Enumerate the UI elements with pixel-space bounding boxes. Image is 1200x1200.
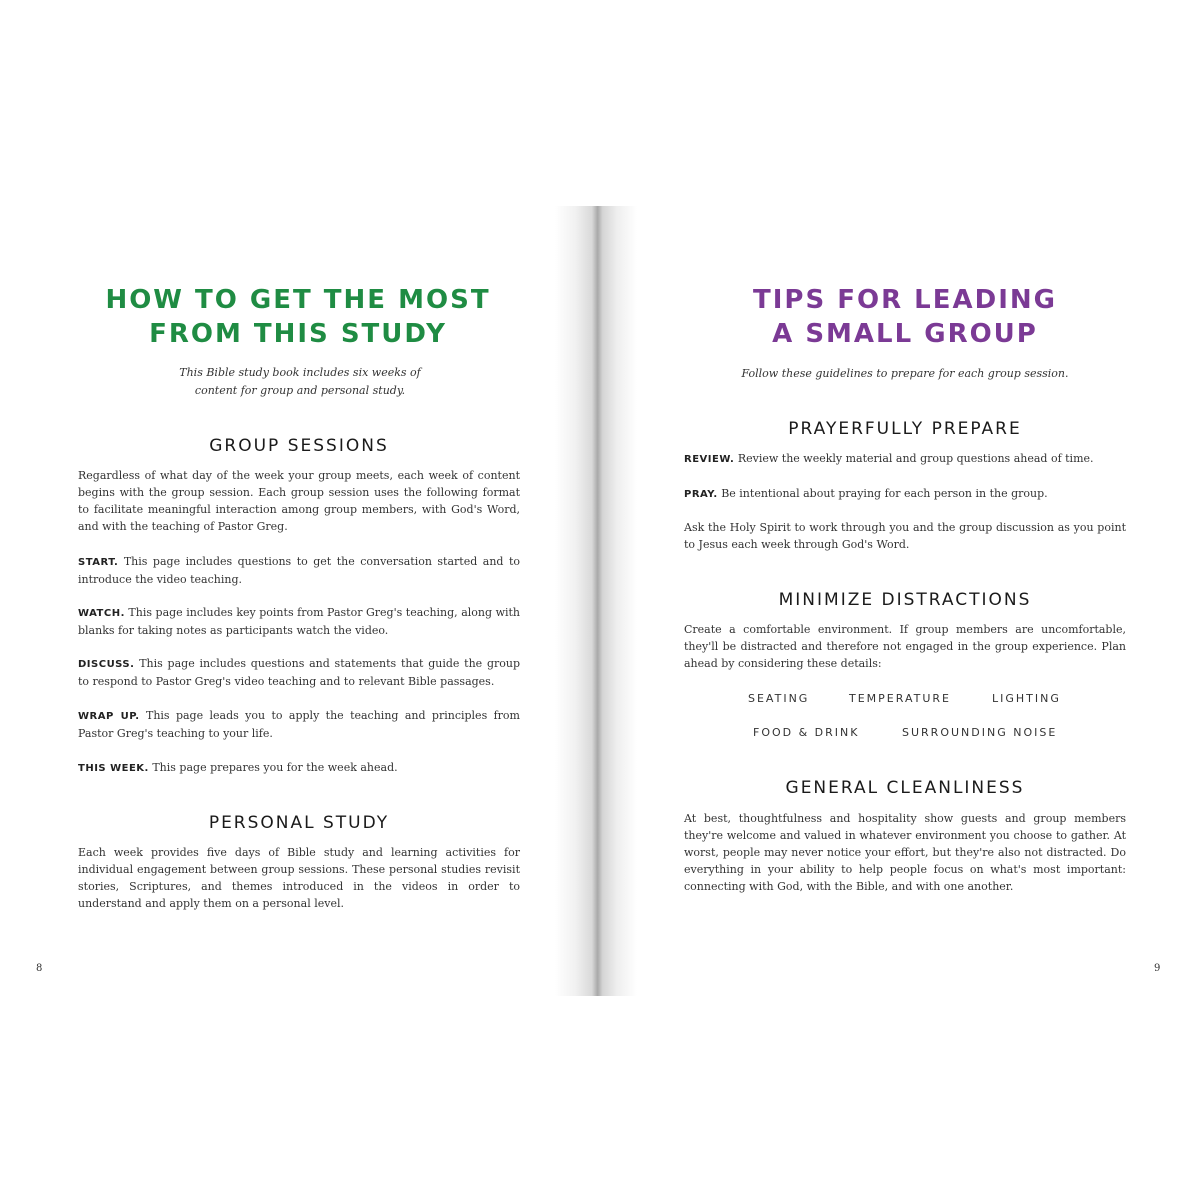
wrap-up-label: WRAP UP. <box>78 711 140 722</box>
personal-study-heading: PERSONAL STUDY <box>208 813 390 833</box>
holy-spirit-text: Ask the Holy Spirit to work through you and the group discussion as you point to Jesus each week through God's Word. <box>684 521 1126 551</box>
general-cleanliness-body: At best, thoughtfulness and hospitality show guests and group members they're welcome and valued in whatever environment you choose to gather. At worst, people may never notice your effort, but they're also not distracted. Do everything in your ability to help people focus on what's most important: connecting with God, with the Bible, and with one another. <box>684 812 1126 893</box>
detail-food-drink: FOOD & DRINK <box>753 726 860 739</box>
detail-surrounding-noise: SURROUNDING NOISE <box>902 726 1058 739</box>
left-page-number: 8 <box>36 963 43 974</box>
right-page-number: 9 <box>1154 963 1161 974</box>
left-page-title <box>0 283 596 351</box>
review-item <box>684 450 1126 468</box>
watch-label: WATCH. <box>78 608 125 619</box>
left-intro-line-2: content for group and personal study. <box>194 384 406 397</box>
wrap-up-item <box>78 707 520 742</box>
review-text: Review the weekly material and group questions ahead of time. <box>737 452 1094 465</box>
left-title-line-2: FROM THIS STUDY <box>149 319 447 349</box>
pray-text: Be intentional about praying for each person in the group. <box>721 487 1048 500</box>
group-sessions-body: Regardless of what day of the week your group meets, each week of content begins with the group session. Each group session uses the following format to facilitate meaningful interaction among group members, with God's Word, and with the teaching of Pastor Greg. <box>78 469 520 533</box>
right-title-line-1: TIPS FOR LEADING <box>753 285 1057 315</box>
detail-temperature: TEMPERATURE <box>849 692 951 705</box>
minimize-distractions-heading: MINIMIZE DISTRACTIONS <box>778 590 1032 610</box>
review-label: REVIEW. <box>684 454 735 465</box>
left-title-line-1: HOW TO GET THE MOST <box>105 285 491 315</box>
prayerfully-prepare-heading: PRAYERFULLY PREPARE <box>788 419 1022 439</box>
pray-item <box>684 485 1126 503</box>
group-sessions-heading: GROUP SESSIONS <box>209 436 389 456</box>
detail-lighting: LIGHTING <box>992 692 1061 705</box>
left-intro-line-1: This Bible study book includes six weeks of <box>179 366 421 379</box>
minimize-distractions-body: Create a comfortable environment. If group members are uncomfortable, they'll be distracted and therefore not engaged in the group experience. Plan ahead by considering these details: <box>684 623 1126 670</box>
discuss-label: DISCUSS. <box>78 659 135 670</box>
start-item <box>78 553 520 588</box>
watch-text: This page includes key points from Pastor Greg's teaching, along with blanks for taking notes as participants watch the video. <box>78 606 521 637</box>
right-page-title <box>605 283 1200 351</box>
personal-study-body: Each week provides five days of Bible study and learning activities for individual engagement between group sessions. These personal studies revisit stories, Scriptures, and themes introduced in the videos in order to understand and apply them on a personal level. <box>78 846 520 910</box>
right-title-line-2: A SMALL GROUP <box>772 319 1038 349</box>
pray-label: PRAY. <box>684 489 718 500</box>
discuss-item <box>78 655 520 690</box>
left-intro <box>100 364 500 400</box>
start-label: START. <box>78 557 119 568</box>
this-week-item <box>78 759 520 777</box>
detail-seating: SEATING <box>748 692 810 705</box>
discuss-text: This page includes questions and statements that guide the group to respond to Pastor Greg's video teaching and to relevant Bible passages. <box>78 657 520 688</box>
this-week-text: This page prepares you for the week ahead. <box>152 761 398 774</box>
right-intro: Follow these guidelines to prepare for each group session. <box>741 367 1069 380</box>
watch-item <box>78 604 520 639</box>
general-cleanliness-heading: GENERAL CLEANLINESS <box>785 778 1025 798</box>
this-week-label: THIS WEEK. <box>78 763 149 774</box>
wrap-up-text: This page leads you to apply the teaching and principles from Pastor Greg's teaching to your life. <box>78 709 520 740</box>
start-text: This page includes questions to get the conversation started and to introduce the video teaching. <box>78 555 520 586</box>
